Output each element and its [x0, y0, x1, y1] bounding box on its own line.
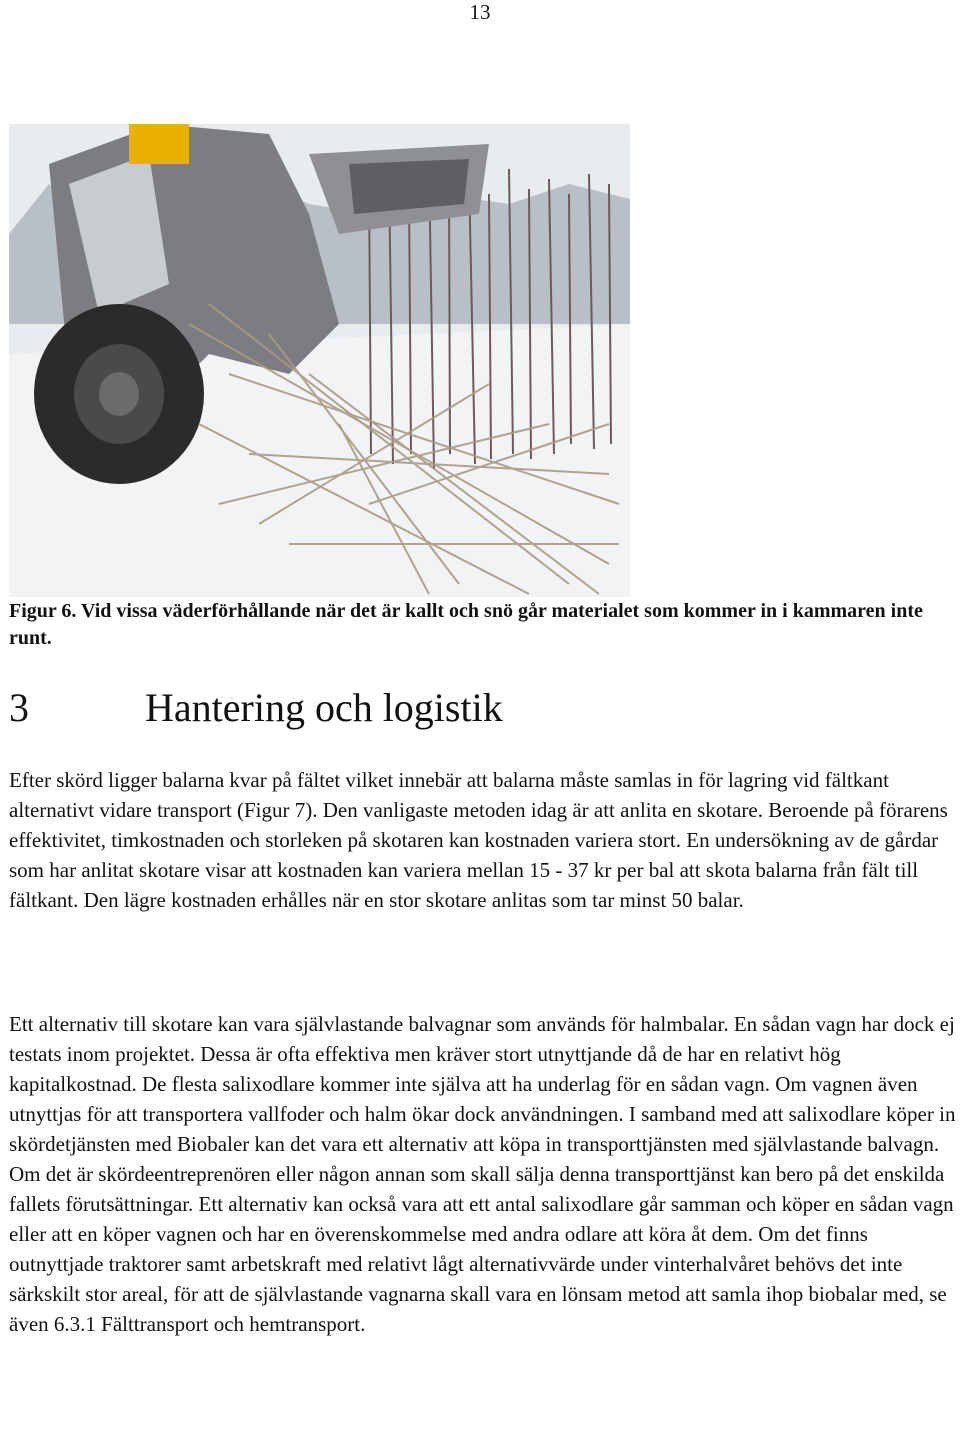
body-paragraph: Ett alternativ till skotare kan vara självlastande balvagnar som används för halmbalar. En sådan vagn har dock ej testats inom projektet. Dessa är ofta effektiva men kräver stort utnyttjande då de har en relativt hög kapitalkostnad. De flesta salixodlare kommer inte själva att ha underlag för en sådan vagn. Om vagnen även utnyttjas för att transportera vallfoder och halm ökar dock användningen. I samband med att salixodlare köper in skördetjänsten med Biobaler kan det vara ett alternativ att köpa in transporttjänsten med självlastande balvagn. Om det är skördeentreprenören eller någon annan som skall sälja denna transporttjänst kan bero på det enskilda fallets förutsättningar. Ett alternativ kan också vara att ett antal salixodlare går samman och köper en sådan vagn eller att en köper vagnen och har en överenskommelse med andra odlare att köra åt dem. Om det finns outnyttjade traktorer samt arbetskraft med relativt lågt alternativvärde under vinterhalvåret behövs det inte särkskilt stor areal, för att de självlastande vagnarna skall vara en lönsam metod att samla ihop biobalar med, se även 6.3.1 Fälttransport och hemtransport. — [9, 1012, 956, 1336]
section-number: 3 — [9, 685, 29, 730]
page-number: 13 — [469, 0, 491, 24]
figure-caption: Figur 6. Vid vissa väderförhållande när det är kallt och snö går materialet som kommer in i kammaren inte runt. — [9, 600, 923, 649]
body-paragraph: Efter skörd ligger balarna kvar på fältet vilket innebär att balarna måste samlas in för lagring vid fältkant alternativt vidare transport (Figur 7). Den vanligaste metoden idag är att anlita en skotare. Beroende på förarens effektivitet, timkostnaden och storleken på skotaren kan kostnaden variera stort. En undersökning av de gårdar som har anlitat skotare visar att kostnaden kan variera mellan 15 - 37 kr per bal att skota balarna från fält till fältkant. Den lägre kostnaden erhålles när en stor skotare anlitas som tar minst 50 balar. — [9, 768, 948, 912]
figure-photo — [9, 124, 630, 597]
section-heading — [9, 684, 954, 732]
section-title: Hantering och logistik — [145, 685, 503, 730]
